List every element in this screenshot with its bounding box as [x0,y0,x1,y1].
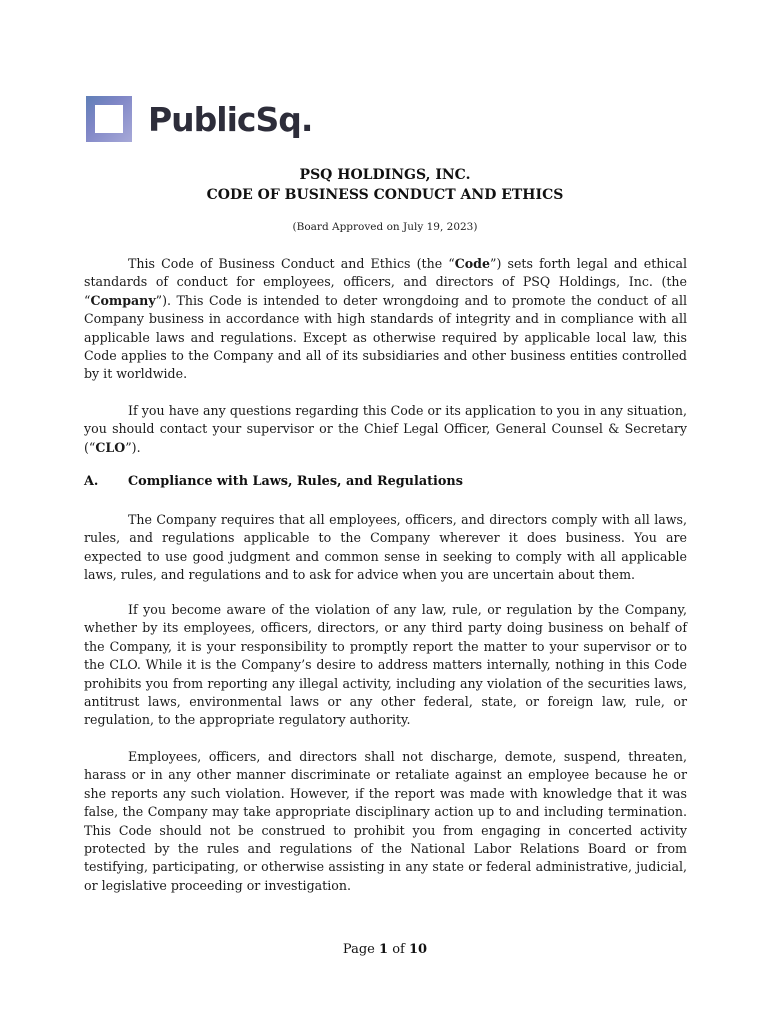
section-heading [84,474,463,489]
current-page-number: 1 [379,942,389,957]
section-a-paragraph-1: The Company requires that all employees, officers, and directors comply with all laws, rules, and regulations applicable to the Company wherever it does business. You are expected to use good judgment and common sense in seeking to comply with all applicable laws, rules, and regulations and to ask for advice when you are uncertain about them. [84,512,687,583]
document-title: CODE OF BUSINESS CONDUCT AND ETHICS [206,187,564,203]
intro-paragraph-1 [84,255,687,384]
text-span: ”) sets forth legal and ethical standards of conduct for employees, officers, and directors of PSQ Holdings, Inc. (the “ [84,256,688,308]
approval-note: (Board Approved on July 19, 2023) [292,221,478,233]
section-a-paragraph-2: If you become aware of the violation of any law, rule, or regulation by the Company, whether by its employees, officers, directors, or any third party doing business on behalf of the Company, it is your responsibility to promptly report the matter to your supervisor or to the CLO. While it is the Company’s desire to address matters internally, nothing in this Code prohibits you from reporting any illegal activity, including any violation of the securities laws, antitrust laws, environmental laws or any other federal, state, or foreign law, rule, or regulation, to the appropriate regulatory authority. [84,602,687,728]
footer-of-label: of [392,942,405,957]
section-title: Compliance with Laws, Rules, and Regulations [128,474,463,489]
defined-term-clo: CLO [95,439,126,455]
text-span: This Code of Business Conduct and Ethics (the “ [128,256,455,271]
defined-term-code: Code [454,256,490,271]
footer-page-label: Page [342,942,375,957]
total-pages-number: 10 [408,942,428,957]
company-name: PSQ HOLDINGS, INC. [299,167,471,183]
logo-wordmark: PublicSq. [148,99,313,139]
page-footer [0,942,770,957]
text-span: ”). [125,439,141,455]
company-logo [86,96,312,142]
logo-square-icon [86,96,132,142]
text-span: If you have any questions regarding this Code or its application to you in any situation, you should contact your supervisor or the Chief Legal Officer, General Counsel & Secretary (“ [84,403,687,455]
defined-term-company: Company [90,292,156,308]
section-a-paragraph-3: Employees, officers, and directors shall not discharge, demote, suspend, threaten, harass or in any other manner discriminate or retaliate against an employee because he or she reports any such violation. However, if the report was made with knowledge that it was false, the Company may take appropriate disciplinary action up to and including termination. This Code should not be construed to prohibit you from engaging in concerted activity protected by the rules and regulations of the National Labor Relations Board or from testifying, participating, or otherwise assisting in any state or federal administrative, judicial, or legislative proceeding or investigation. [84,749,687,893]
text-span: ”). This Code is intended to deter wrongdoing and to promote the conduct of all Company business in accordance with high standards of integrity and in compliance with all applicable laws and regulations. Except as otherwise required by applicable local law, this Code applies to the Company and all of its subsidiaries and other business entities controlled by it worldwide. [84,292,687,382]
intro-paragraph-2 [84,402,687,457]
section-number: A. [84,474,99,489]
